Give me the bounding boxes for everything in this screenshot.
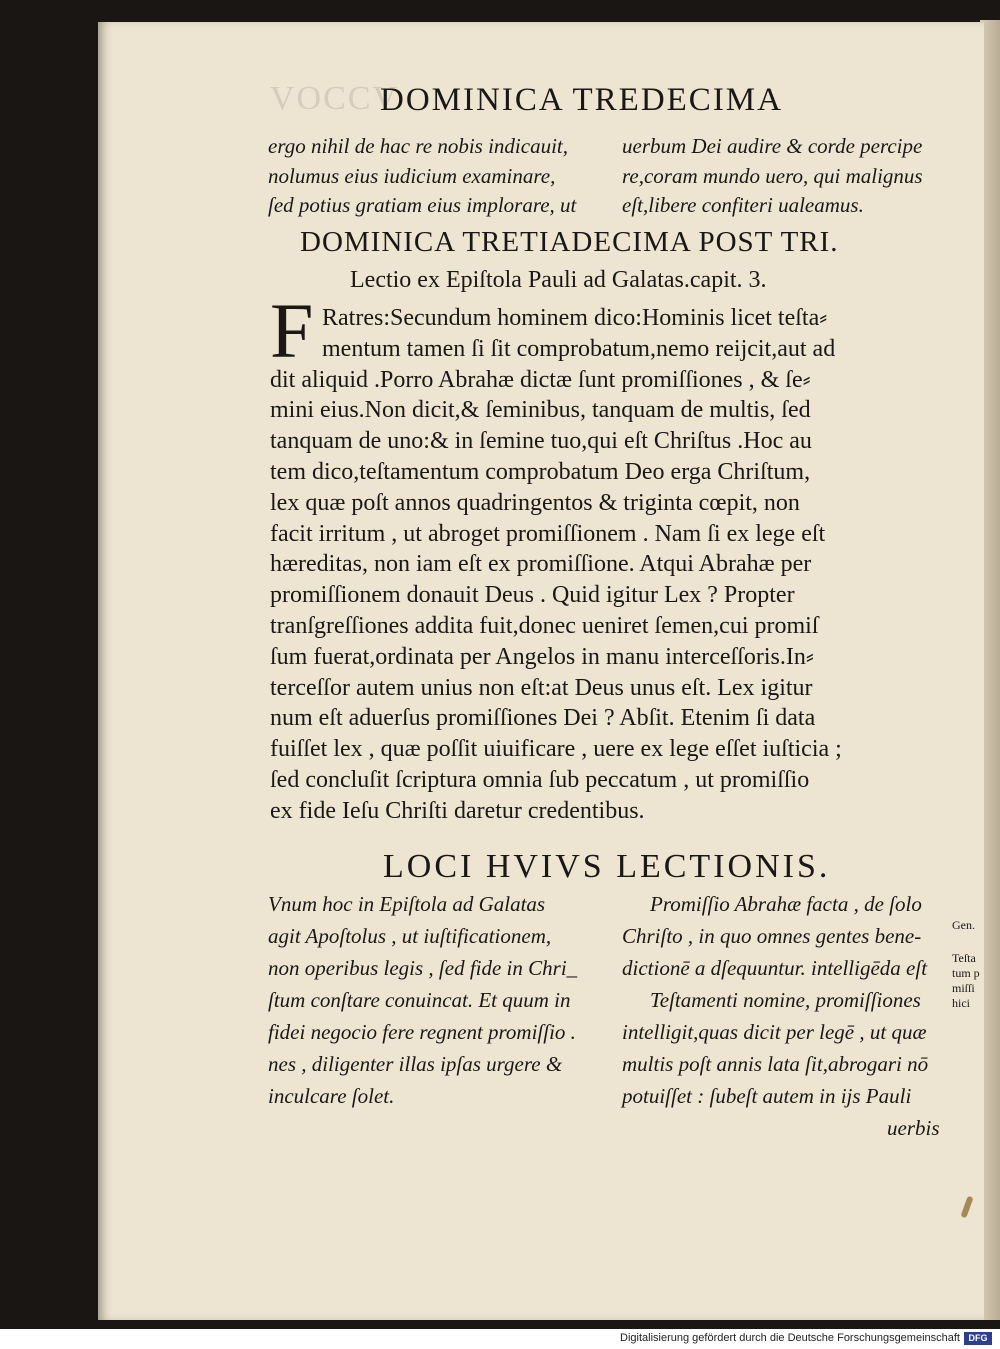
text-line: potuiſſet : ſubeſt autem in ijs Pauli xyxy=(622,1084,912,1108)
text-line: nes , diligenter illas ipſas urgere & xyxy=(268,1052,563,1076)
text-line: multis poſt annis lata ſit,abrogari nō xyxy=(622,1052,929,1076)
section-subtitle: Lectio ex Epiſtola Pauli ad Galatas.capit. 3. xyxy=(350,267,767,293)
margin-note: tum p xyxy=(952,966,980,980)
digitization-credit: Digitalisierung gefördert durch die Deutsche Forschungsgemeinschaft xyxy=(620,1332,960,1344)
loci-right-column xyxy=(622,888,940,1144)
text-line: ſtum conſtare conuincat. Et quum in xyxy=(268,988,571,1012)
text-line: facit irritum , ut abroget promiſſionem . Nam ſi ex lege eſt xyxy=(270,520,826,547)
text-line: non operibus legis , ſed fide in Chri_ xyxy=(268,956,578,980)
text-line: hæreditas, non iam eſt ex promiſſione. Atqui Abrahæ per xyxy=(270,551,812,578)
drop-cap: F xyxy=(270,287,314,374)
text-line: terceſſor autem unius non eſt:at Deus unus eſt. Lex igitur xyxy=(270,674,813,701)
text-line: ex fide Ieſu Chriſti daretur credentibus. xyxy=(270,797,645,824)
margin-notes xyxy=(952,918,998,1011)
margin-note: hici xyxy=(952,996,970,1010)
text-line: Ratres:Secundum hominem dico:Hominis licet teſta⸗ xyxy=(322,305,828,331)
prev-section-left-column xyxy=(268,132,576,221)
text-line: dictionē a dſequuntur. intelligēda eſt xyxy=(622,956,928,980)
section-title: DOMINICA TRETIADECIMA POST TRI. xyxy=(300,226,839,258)
text-line: tem dico,teſtamentum comprobatum Deo erga Chriſtum, xyxy=(270,458,811,485)
dfg-logo: DFG xyxy=(964,1332,992,1345)
text-line: Promiſſio Abrahæ facta , de ſolo xyxy=(650,892,922,916)
catchword: uerbis xyxy=(887,1116,940,1140)
text-line: Vnum hoc in Epiſtola ad Galatas xyxy=(268,892,546,916)
text-line: nolumus eius iudicium examinare, xyxy=(268,163,556,188)
footer-bar xyxy=(0,1329,1000,1349)
text-line: ſed concluſit ſcriptura omnia ſub peccatum , ut promiſſio xyxy=(270,766,810,793)
running-head: DOMINICA TREDECIMA xyxy=(380,82,783,118)
text-line: Chriſto , in quo omnes gentes bene- xyxy=(622,924,922,948)
text-line: lex quæ poſt annos quadringentos & triginta cœpit, non xyxy=(270,489,800,516)
text-line: re,coram mundo uero, qui malignus xyxy=(622,163,923,188)
text-line: uerbum Dei audire & corde percipe xyxy=(622,134,923,158)
text-line: ſum fuerat,ordinata per Angelos in manu interceſſoris.In⸗ xyxy=(270,643,814,670)
text-line: eſt,libere confiteri ualeamus. xyxy=(622,193,864,217)
text-line: intelligit,quas dicit per legē , ut quæ xyxy=(622,1020,927,1044)
lection-first-lines xyxy=(322,303,835,365)
text-line: fuiſſet lex , quæ poſſit uiuificare , uere ex lege eſſet iuſticia ; xyxy=(270,736,842,763)
loci-title: LOCI HVIVS LECTIONIS. xyxy=(383,848,831,885)
text-line: tanquam de uno:& in ſemine tuo,qui eſt Chriſtus .Hoc au xyxy=(270,428,812,455)
prev-section-right-column xyxy=(622,132,923,221)
text-line: agit Apoſtolus , ut iuſtificationem, xyxy=(268,924,552,948)
margin-note: Gen. xyxy=(952,918,975,932)
text-line: num eſt aduerſus promiſſiones Dei ? Abſit. Etenim ſi data xyxy=(270,705,816,732)
text-line: ergo nihil de hac re nobis indicauit, xyxy=(268,134,568,158)
text-line: mentum tamen ſi ſit comprobatum,nemo reijcit,aut ad xyxy=(322,335,836,362)
text-line: inculcare ſolet. xyxy=(268,1084,395,1108)
margin-note: miſſi xyxy=(952,981,975,995)
lection-body xyxy=(270,365,842,827)
margin-note: Teſta xyxy=(952,951,976,965)
loci-left-column xyxy=(268,888,577,1112)
bleed-through-text: VOCCV xyxy=(270,80,400,117)
text-line: Teſtamenti nomine, promiſſiones xyxy=(650,988,921,1012)
text-line: fidei negocio fere regnent promiſſio . xyxy=(268,1020,576,1044)
text-line: ſed potius gratiam eius implorare, ut xyxy=(268,193,577,217)
text-line: tranſgreſſiones addita fuit,donec ueniret ſemen,cui promiſ xyxy=(270,612,819,639)
text-line: dit aliquid .Porro Abrahæ dictæ ſunt promiſſiones , & ſe⸗ xyxy=(270,366,811,393)
text-line: promiſſionem donauit Deus . Quid igitur Lex ? Propter xyxy=(270,582,795,609)
text-line: mini eius.Non dicit,& ſeminibus, tanquam de multis, ſed xyxy=(270,397,811,424)
